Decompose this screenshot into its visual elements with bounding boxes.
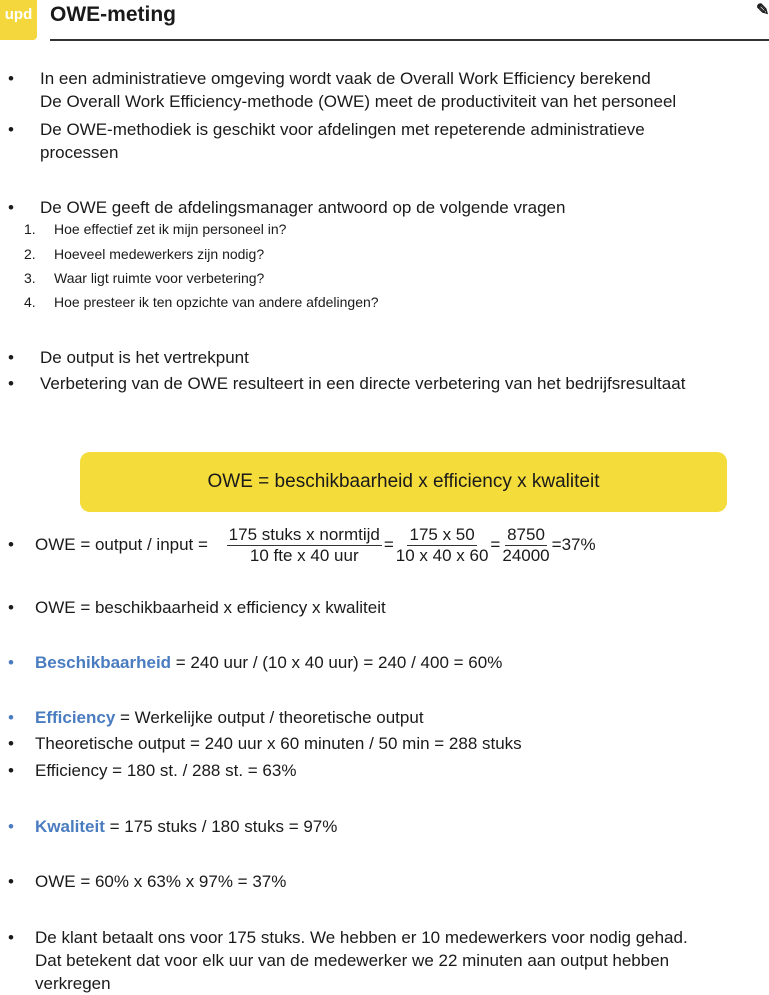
list-item: • De OWE-methodiek is geschikt voor afdelingen met repeterende administratieve processen [8,120,645,162]
list-item: • Kwaliteit = 175 stuks / 180 stuks = 97% [8,817,338,836]
list-item: • De output is het vertrekpunt [8,348,249,367]
list-item: • Verbetering van de OWE resulteert in een directe verbetering van het bedrijfsresultaat [8,374,686,393]
question-item: 4. Hoe presteer ik ten opzichte van andere afdelingen? [24,294,379,310]
question-item: 2. Hoeveel medewerkers zijn nodig? [24,246,265,262]
list-item: • Efficiency = 180 st. / 288 st. = 63% [8,761,297,780]
owe-formula: • OWE = output / input = $\frac{\text{175 stuks x normtijd}}{\text{10 fte x 40 uur}}$ = $\frac{175 x 50}{10 x 40 x 60}$ = $\frac{8750}{24000}$ =37% [8,525,596,566]
list-item: • Efficiency = Werkelijke output / theoretische output [8,708,424,727]
list-item: • De OWE geeft de afdelingsmanager antwoord op de volgende vragen [8,198,566,217]
list-item: • OWE = beschikbaarheid x efficiency x kwaliteit [8,598,386,617]
page-title: OWE-meting [50,3,176,26]
formula-box: OWE = beschikbaarheid x efficiency x kwaliteit [80,452,727,512]
list-item: • Theoretische output = 240 uur x 60 minuten / 50 min = 288 stuks [8,734,522,753]
list-item: • Beschikbaarheid = 240 uur / (10 x 40 uur) = 240 / 400 = 60% [8,653,503,672]
title-divider [50,39,769,41]
pen-icon: ✎ [756,2,769,19]
question-item: 3. Waar ligt ruimte voor verbetering? [24,270,265,286]
list-item: • In een administratieve omgeving wordt vaak de Overall Work Efficiency berekend De Overall Work Efficiency-methode (OWE) meet de productiviteit van het personeel [8,69,677,111]
list-item: • OWE = 60% x 63% x 97% = 37% [8,872,287,891]
list-item: • De klant betaalt ons voor 175 stuks. We hebben er 10 medewerkers voor nodig gehad. Dat betekent dat voor elk uur van de medewerker we 22 minuten aan output hebben verkregen [8,928,688,993]
upd-logo: upd [0,0,37,40]
question-item: 1. Hoe effectief zet ik mijn personeel in? [24,221,287,237]
